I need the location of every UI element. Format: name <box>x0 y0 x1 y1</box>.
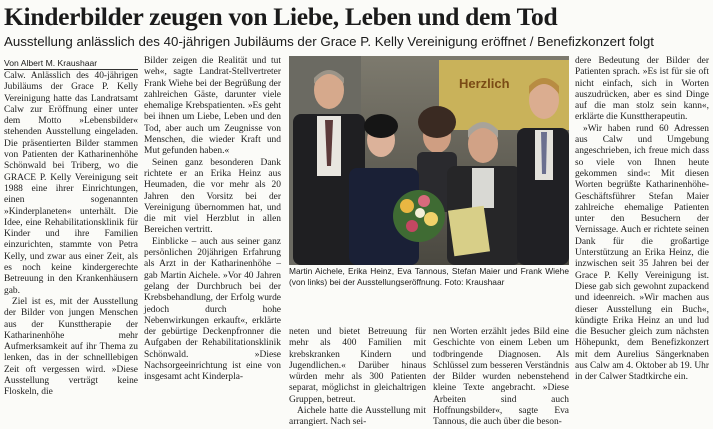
paragraph: neten und bietet Betreuung für mehr als 400 Familien mit krebskranken Kindern und Jugendlichen.« Darüber hinaus würden mehr als 300 Patienten separat, möglichst in gleichaltrigen Gruppen, betreut. <box>289 327 426 405</box>
paragraph: dere Bedeutung der Bilder der Patienten sprach. »Es ist für sie oft nicht einfach, sich in Worten auszudrücken, aber es sind Dinge auf die man stolz sein kann«, erklärte die Kunsttherapeutin. <box>575 56 709 123</box>
paragraph: Bilder zeigen die Realität und tut weh«, sagte Landrat-Stellvertreter Frank Wiehe bei der Begrüßung der zahlreichen Gäste, darunter viele ehemalige Krebspatienten. »Es geht bei ihnen um Liebe, Leben und den Tod, aber auch um Zeugnisse von Menschen, die wieder Kraft und Mut gefunden haben.« <box>144 56 281 157</box>
photo-caption: Martin Aichele, Erika Heinz, Eva Tannous, Stefan Maier und Frank Wiehe (von links) bei der Ausstellungseröffnung. Foto: Kraushaar <box>289 266 569 287</box>
group-photo-image <box>289 56 569 265</box>
headline: Kinderbilder zeugen von Liebe, Leben und dem Tod <box>4 2 558 31</box>
paragraph: »Wir haben rund 60 Adressen aus Calw und Umgebung angeschrieben, ich freue mich dass so viele von Ihnen heute gekommen sind«: Mit diesen Worten begrüßte Katharinenhöhe-Geschäftsführer Stefan Maier zahlreiche ehemalige Patienten unter den Besuchern der Vernissage. Auch er richtete seinen Dank für die großartige Unterstützung an Erika Heinz, die inzwischen seit 35 Jahren bei der Grace P. Kelly Vereinigung ist. Diese gab sich gewohnt zupackend und ideenreich. »Wir machen aus dieser Ausstellung ein Buch«, kündigte Erika Heinz an und lud die Besucher gleich zum nächsten Höhepunkt, dem Benefizkonzert mit dem Aurelius Sängerknaben aus Calw am 4. Oktober ab 19. Uhr in der Calwer Stadtkirche ein. <box>575 123 709 383</box>
article-photo <box>289 56 569 265</box>
article-column-5 <box>575 56 709 400</box>
byline: Von Albert M. Kraushaar <box>4 58 98 68</box>
paragraph: Seinen ganz besonderen Dank richtete er an Erika Heinz aus Heumaden, die vor mehr als 20 Jahren den Vorsitz bei der Vereinigung übernommen hat, und die mit viel Herzblut in allen Bereichen vertritt. <box>144 157 281 236</box>
paragraph: Einblicke – auch aus seiner ganz persönlichen 20jährigen Erfahrung als Arzt in der Katharinenhöhe – gab Martin Aichele. »Vor 40 Jahren gelang der Durchbruch bei der Krebsbehandlung, der Erfolg wurde jedoch durch hohe Nebenwirkungen erkauft«, erklärte der gebürtige Deckenpfronner die Aufgaben der Rehabilitationsklinik Schönwald. »Diese Nachsorgeeinrichtung ist eine von insgesamt acht Kinderpla- <box>144 236 281 383</box>
article-column-3 <box>289 327 426 428</box>
article-column-1 <box>4 71 138 400</box>
paragraph: Aichele hatte die Ausstellung mit arrangiert. Nach sei- <box>289 406 426 428</box>
paragraph: nen Worten erzählt jedes Bild eine Geschichte von einem Leben um todbringende Diagnosen. Als Schlüssel zum besseren Verständnis der Bilder wurden nebenstehend kleine Texte angebracht. »Diese Arbeiten sind auch Hoffnungsbilder«, sagte Eva Tannous, die auch über die beson- <box>433 327 569 428</box>
subheadline: Ausstellung anlässlich des 40-jährigen Jubiläums der Grace P. Kelly Vereinigung eröffnet / Benefizkonzert folgt <box>4 34 654 49</box>
article-column-2 <box>144 56 281 400</box>
article-column-4 <box>433 327 569 428</box>
paragraph: Calw. Anlässlich des 40-jährigen Jubiläums der Grace P. Kelly Vereinigung hatte das Landratsamt Calw zur Eröffnung einer unter dem Motto »Lebensbilder« stehenden Ausstellung eingeladen. Die präsentierten Bilder stammen von Patienten der Katharinenhöhe Schönwald bei Triberg, wo die GRACE P. Kelly Vereinigung seit 1988 eine ihrer Einrichtungen, einen sogenannten »Kinderplaneten« unterhält. Die Idee, eine Rehabilitationsklinik für Kinder und ihre Familien einzurichten, stammte von Petra Kelly, und zwar aus einer Zeit, als es noch keine kindergerechte Betreuung in den Krankenhäusern gab. <box>4 71 138 296</box>
paragraph: Ziel ist es, mit der Ausstellung der Bilder von jungen Menschen aus der Kunsttherapie der Katharinenhöhe mehr Aufmerksamkeit auf ihr Thema zu lenken, das in der schnelllebigen Zeit oft vergessen wird. »Diese Ausstellung verträgt keine Floskeln, die <box>4 296 138 398</box>
banner-text: Herzlich <box>459 76 510 91</box>
byline-rule <box>4 69 138 70</box>
